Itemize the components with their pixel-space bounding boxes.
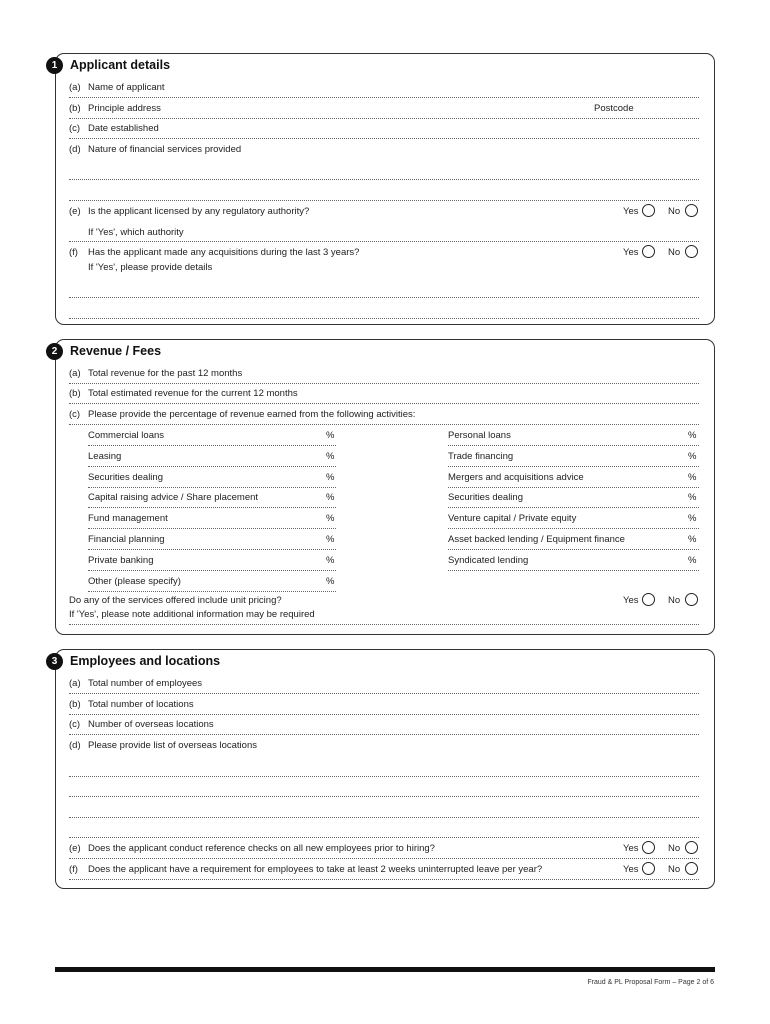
percent-sign: %	[688, 534, 697, 545]
name-of-applicant-label: Name of applicant	[88, 82, 165, 93]
name-of-applicant-field[interactable]	[69, 97, 699, 98]
overseas-locations-list-field[interactable]	[69, 817, 699, 818]
activity-percent-field[interactable]	[448, 445, 699, 446]
item-letter: (a)	[69, 678, 81, 689]
yes-label: Yes	[623, 206, 639, 217]
item-letter: (b)	[69, 699, 81, 710]
principle-address-field[interactable]	[69, 118, 699, 119]
item-letter: (c)	[69, 409, 81, 420]
activity-label: Leasing	[88, 451, 122, 462]
no-label: No	[668, 595, 681, 606]
percent-sign: %	[688, 555, 697, 566]
no-label: No	[668, 206, 681, 217]
locations-count-label: Total number of locations	[88, 699, 194, 710]
reference-checks-no-radio[interactable]	[685, 841, 698, 854]
item-letter: (d)	[69, 740, 81, 751]
which-authority-label: If 'Yes', which authority	[88, 227, 184, 238]
percent-sign: %	[688, 430, 697, 441]
section-number-badge: 2	[46, 343, 63, 360]
activity-percent-field[interactable]	[88, 466, 336, 467]
item-letter: (b)	[69, 388, 81, 399]
percent-sign: %	[326, 555, 335, 566]
activity-percent-field[interactable]	[448, 549, 699, 550]
activity-label: Venture capital / Private equity	[448, 513, 577, 524]
activity-label: Commercial loans	[88, 430, 165, 441]
percent-sign: %	[688, 513, 697, 524]
no-label: No	[668, 864, 681, 875]
locations-count-field[interactable]	[69, 714, 699, 715]
activity-percent-field[interactable]	[88, 507, 336, 508]
activity-percent-field[interactable]	[88, 570, 336, 571]
total-revenue-field[interactable]	[69, 383, 699, 384]
reference-checks-yes-radio[interactable]	[642, 841, 655, 854]
yes-label: Yes	[623, 595, 639, 606]
licensed-yes-radio[interactable]	[642, 204, 655, 217]
item-letter: (a)	[69, 82, 81, 93]
principle-address-label: Principle address	[88, 103, 161, 114]
overseas-locations-list-label: Please provide list of overseas locations	[88, 740, 257, 751]
page-footer: Fraud & PL Proposal Form – Page 2 of 6	[587, 979, 714, 986]
overseas-locations-count-field[interactable]	[69, 734, 699, 735]
nature-of-services-field[interactable]	[69, 179, 699, 180]
percent-sign: %	[688, 472, 697, 483]
item-letter: (d)	[69, 144, 81, 155]
acquisitions-yes-radio[interactable]	[642, 245, 655, 258]
item-letter: (e)	[69, 843, 81, 854]
licensed-question: Is the applicant licensed by any regulatory authority?	[88, 206, 310, 217]
acquisitions-details-label: If 'Yes', please provide details	[88, 262, 213, 273]
acquisitions-details-field[interactable]	[69, 297, 699, 298]
percent-sign: %	[326, 472, 335, 483]
section-title: Employees and locations	[70, 654, 221, 668]
which-authority-field[interactable]	[69, 241, 699, 242]
activity-percent-field[interactable]	[448, 570, 699, 571]
percent-sign: %	[326, 430, 335, 441]
item-letter: (e)	[69, 206, 81, 217]
percentage-divider	[69, 424, 699, 425]
item-letter: (a)	[69, 368, 81, 379]
percent-sign: %	[326, 492, 335, 503]
overseas-locations-list-field[interactable]	[69, 796, 699, 797]
overseas-locations-count-label: Number of overseas locations	[88, 719, 214, 730]
activity-percent-field[interactable]	[88, 487, 336, 488]
activity-label: Capital raising advice / Share placement	[88, 492, 259, 503]
item-letter: (f)	[69, 247, 78, 258]
overseas-locations-list-field[interactable]	[69, 837, 699, 838]
nature-of-services-field[interactable]	[69, 200, 699, 201]
nature-of-services-label: Nature of financial services provided	[88, 144, 242, 155]
acquisitions-question: Has the applicant made any acquisitions during the last 3 years?	[88, 247, 360, 258]
percent-sign: %	[326, 576, 335, 587]
unit-pricing-question: Do any of the services offered include unit pricing?	[69, 595, 282, 606]
leave-requirement-question: Does the applicant have a requirement for employees to take at least 2 weeks uninterrupted leave per year?	[88, 864, 543, 875]
activity-percent-field[interactable]	[448, 466, 699, 467]
leave-requirement-divider	[69, 879, 699, 880]
activity-label: Syndicated lending	[448, 555, 529, 566]
activity-label: Financial planning	[88, 534, 165, 545]
licensed-no-radio[interactable]	[685, 204, 698, 217]
activity-percent-field[interactable]	[448, 528, 699, 529]
percent-sign: %	[688, 492, 697, 503]
postcode-label: Postcode	[594, 103, 634, 114]
date-established-field[interactable]	[69, 138, 699, 139]
acquisitions-details-field[interactable]	[69, 318, 699, 319]
activity-percent-field[interactable]	[88, 445, 336, 446]
yes-label: Yes	[623, 247, 639, 258]
percent-sign: %	[326, 513, 335, 524]
activity-label: Securities dealing	[448, 492, 523, 503]
percent-sign: %	[326, 534, 335, 545]
estimated-revenue-label: Total estimated revenue for the current 12 months	[88, 388, 298, 399]
yes-label: Yes	[623, 864, 639, 875]
section-number-badge: 1	[46, 57, 63, 74]
activity-label: Fund management	[88, 513, 168, 524]
activity-label: Other (please specify)	[88, 576, 181, 587]
reference-checks-question: Does the applicant conduct reference checks on all new employees prior to hiring?	[88, 843, 435, 854]
unit-pricing-note: If 'Yes', please note additional information may be required	[69, 609, 315, 620]
footer-rule	[55, 967, 715, 972]
total-revenue-label: Total revenue for the past 12 months	[88, 368, 243, 379]
activity-label: Asset backed lending / Equipment finance	[448, 534, 625, 545]
unit-pricing-yes-radio[interactable]	[642, 593, 655, 606]
activity-label: Trade financing	[448, 451, 514, 462]
date-established-label: Date established	[88, 123, 159, 134]
leave-requirement-no-radio[interactable]	[685, 862, 698, 875]
estimated-revenue-field[interactable]	[69, 403, 699, 404]
reference-checks-divider	[69, 858, 699, 859]
activity-percent-field[interactable]	[88, 591, 336, 592]
no-label: No	[668, 247, 681, 258]
acquisitions-no-radio[interactable]	[685, 245, 698, 258]
unit-pricing-no-radio[interactable]	[685, 593, 698, 606]
activity-label: Private banking	[88, 555, 154, 566]
percent-sign: %	[326, 451, 335, 462]
activity-percent-field[interactable]	[88, 528, 336, 529]
activity-label: Mergers and acquisitions advice	[448, 472, 584, 483]
activity-label: Personal loans	[448, 430, 511, 441]
yes-label: Yes	[623, 843, 639, 854]
item-letter: (c)	[69, 123, 81, 134]
item-letter: (f)	[69, 864, 78, 875]
employees-count-label: Total number of employees	[88, 678, 203, 689]
percentage-question: Please provide the percentage of revenue earned from the following activities:	[88, 409, 416, 420]
item-letter: (c)	[69, 719, 81, 730]
activity-percent-field[interactable]	[448, 487, 699, 488]
overseas-locations-list-field[interactable]	[69, 776, 699, 777]
item-letter: (b)	[69, 103, 81, 114]
activity-percent-field[interactable]	[448, 507, 699, 508]
activity-label: Securities dealing	[88, 472, 163, 483]
section-number-badge: 3	[46, 653, 63, 670]
employees-count-field[interactable]	[69, 693, 699, 694]
percent-sign: %	[688, 451, 697, 462]
leave-requirement-yes-radio[interactable]	[642, 862, 655, 875]
no-label: No	[668, 843, 681, 854]
activity-percent-field[interactable]	[88, 549, 336, 550]
section-title: Revenue / Fees	[70, 344, 162, 358]
unit-pricing-field[interactable]	[69, 624, 699, 625]
section-applicant-details	[55, 53, 715, 325]
section-title: Applicant details	[70, 58, 171, 72]
